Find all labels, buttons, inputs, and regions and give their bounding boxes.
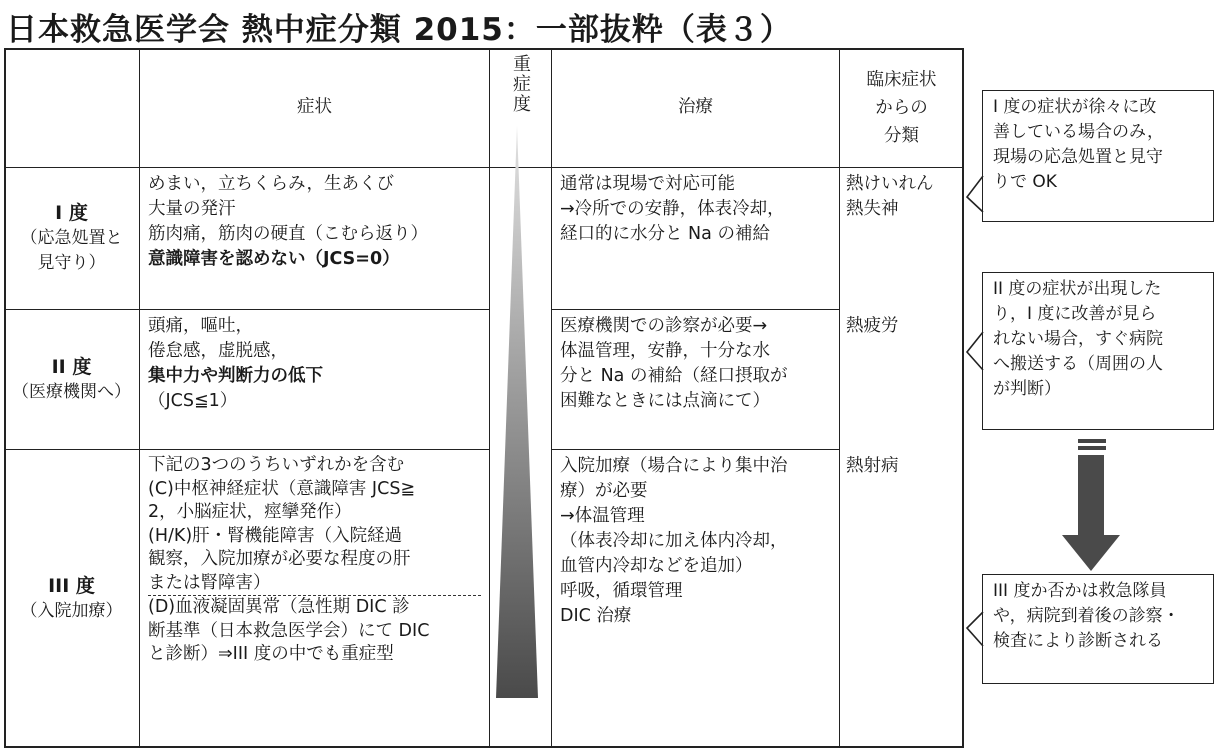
classification-line: 熱失神	[846, 199, 899, 219]
symptom-line: 意識障害を認めない（JCS=0）	[148, 249, 400, 269]
grade-1-cell	[4, 168, 140, 310]
classification-line: 熱けいれん	[846, 174, 934, 194]
header-treatment	[552, 48, 840, 168]
note-line: が判断）	[993, 379, 1061, 399]
treatment-line: 分と Na の補給（経口摂取が	[560, 366, 788, 386]
symptom-line: (C)中枢神経症状（意識障害 JCS≧	[148, 478, 416, 499]
severity-wedge-shape	[496, 126, 538, 698]
note-line: へ搬送する（周囲の人	[993, 354, 1163, 374]
grade-1-sub: （応急処置と	[20, 228, 123, 248]
symptom-line: (D)血液凝固異常（急性期 DIC 診	[148, 597, 410, 617]
grade-1-symptoms	[140, 168, 490, 310]
grade-2-treatment	[552, 310, 840, 450]
heatstroke-classification-table	[4, 48, 964, 748]
grade-2-label: II 度	[51, 355, 92, 378]
grade-3-symptoms	[140, 450, 490, 748]
treatment-line: 経口的に水分と Na の補給	[560, 224, 770, 244]
classification-line: 熱疲労	[846, 316, 899, 336]
header-classification	[840, 48, 964, 168]
header-symptoms	[140, 48, 490, 168]
symptom-line: めまい，立ちくらみ，生あくび	[148, 174, 395, 194]
note-line: I 度の症状が徐々に改	[993, 97, 1157, 117]
treatment-line: 療）が必要	[560, 481, 648, 501]
grade-3-cell	[4, 450, 140, 748]
symptom-line: 2，小脳症状，痙攣発作）	[148, 502, 352, 522]
symptom-line: （JCS≦1）	[148, 391, 238, 411]
classification-column	[840, 168, 964, 748]
treatment-line: 通常は現場で対応可能	[560, 174, 735, 194]
callout-bracket-3	[967, 612, 983, 646]
treatment-line: 医療機関での診察が必要→	[560, 316, 768, 336]
grade-1-sub: 見守り）	[37, 253, 106, 273]
note-line: れない場合，すぐ病院	[993, 329, 1163, 349]
symptom-line: 集中力や判断力の低下	[148, 366, 323, 386]
grade-3-label: III 度	[48, 574, 95, 597]
header-classification-line: からの	[875, 97, 928, 118]
header-classification-line: 分類	[884, 125, 919, 146]
grade-2-cell	[4, 310, 140, 450]
symptom-line: 断基準（日本救急医学会）にて DIC	[148, 620, 430, 641]
symptom-line: 筋肉痛，筋肉の硬直（こむら返り）	[148, 224, 428, 244]
header-severity-label: 重症度	[510, 54, 531, 114]
note-grade-2	[982, 272, 1214, 430]
header-symptoms-label: 症状	[297, 97, 332, 117]
treatment-line: 呼吸，循環管理	[560, 581, 683, 601]
header-treatment-label: 治療	[678, 97, 713, 117]
note-line: 検査により診断される	[993, 631, 1163, 651]
symptom-line: (H/K)肝・腎機能障害（入院経過	[148, 525, 403, 546]
symptom-line: 倦怠感，虚脱感，	[148, 341, 288, 361]
note-grade-3	[982, 574, 1214, 684]
grade-3-sub: （入院加療）	[20, 600, 123, 621]
down-arrow-shaft	[1078, 455, 1104, 537]
treatment-line: 血管内冷却などを追加）	[560, 556, 753, 576]
classification-line: 熱射病	[846, 456, 899, 476]
note-line: や，病院到着後の診察・	[993, 606, 1180, 626]
treatment-line: 困難なときには点滴にて）	[560, 391, 770, 411]
symptom-line: 観察，入院加療が必要な程度の肝	[148, 549, 411, 569]
note-line: III 度か否かは救急隊員	[993, 581, 1167, 601]
grade-2-symptoms	[140, 310, 490, 450]
header-classification-line: 臨床症状	[866, 69, 937, 90]
page-title: 日本救急医学会 熱中症分類 2015：一部抜粋（表３）	[6, 12, 792, 48]
symptom-line: または腎障害）	[148, 572, 271, 593]
symptom-line: と診断）⇒III 度の中でも重症型	[148, 644, 394, 664]
grade-2-sub: （医療機関へ）	[12, 381, 131, 402]
treatment-line: →体温管理	[560, 506, 645, 526]
treatment-line: 入院加療（場合により集中治	[560, 456, 788, 476]
note-grade-1	[982, 90, 1214, 222]
grade-3-treatment	[552, 450, 840, 748]
treatment-line: →冷所での安静，体表冷却，	[560, 199, 785, 219]
treatment-line: 体温管理，安静，十分な水	[560, 341, 770, 361]
symptom-line: 頭痛，嘔吐，	[148, 316, 253, 336]
down-arrow-icon	[1056, 437, 1126, 573]
symptom-line: 大量の発汗	[148, 199, 236, 219]
dashed-divider	[148, 595, 481, 667]
note-line: りで OK	[993, 172, 1057, 192]
callout-bracket-2	[967, 332, 983, 370]
note-line: 現場の応急処置と見守	[993, 147, 1163, 167]
symptom-line: 下記の3つのうちいずれかを含む	[148, 455, 405, 475]
down-arrow-head	[1062, 535, 1120, 571]
severity-wedge-icon	[486, 120, 548, 700]
header-blank-cell	[4, 48, 140, 168]
grade-1-label: I 度	[55, 202, 88, 224]
note-callout-brackets	[962, 0, 986, 749]
note-line: り，I 度に改善が見ら	[993, 304, 1157, 324]
callout-bracket-1	[967, 176, 983, 212]
note-line: II 度の症状が出現した	[993, 279, 1162, 299]
treatment-line: （体表冷却に加え体内冷却，	[560, 531, 788, 551]
treatment-line: DIC 治療	[560, 606, 632, 626]
note-line: 善している場合のみ，	[993, 122, 1165, 142]
grade-1-treatment	[552, 168, 840, 310]
